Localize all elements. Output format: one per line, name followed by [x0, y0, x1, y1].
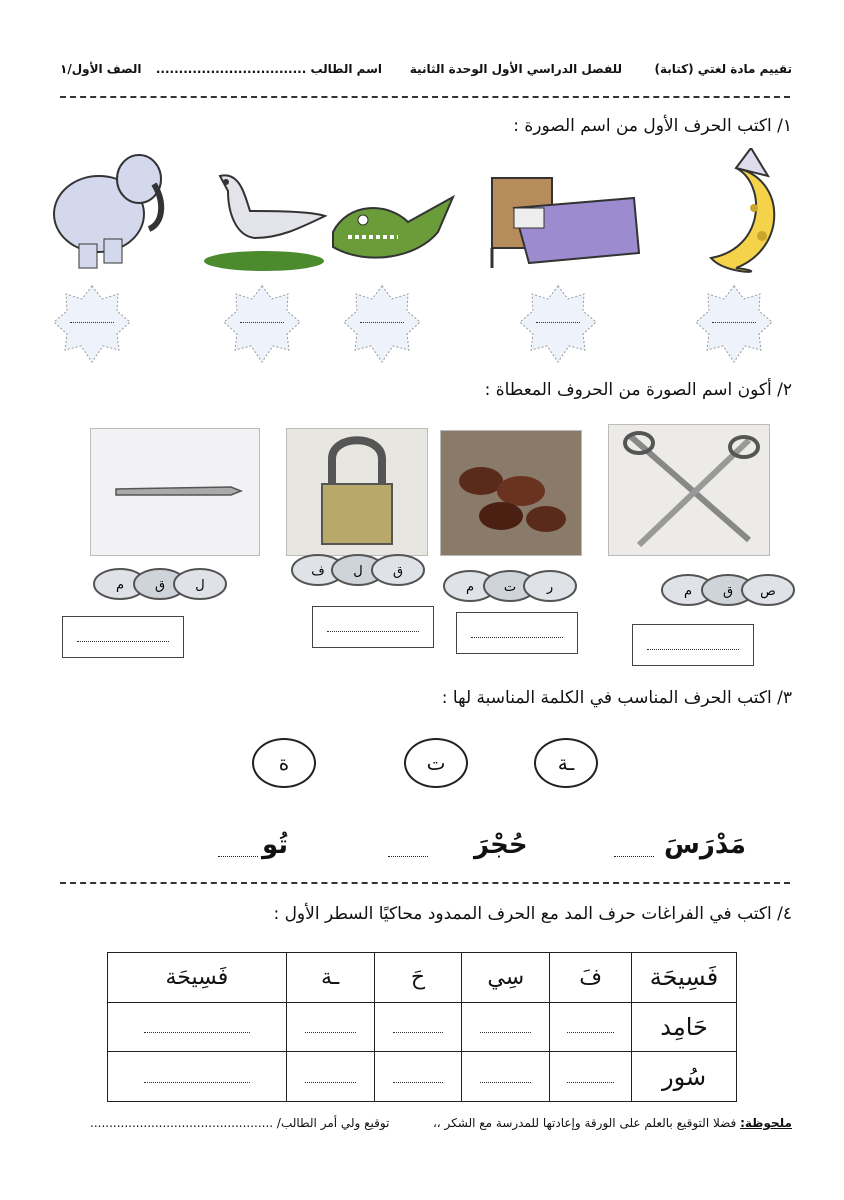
chain-letter: ق: [722, 584, 734, 599]
pen-photo: [90, 428, 260, 556]
incomplete-word: تُو: [262, 830, 289, 860]
footer-note: [433, 1116, 792, 1130]
answer-star-1[interactable]: [694, 284, 774, 364]
letter-chain-2: [440, 558, 580, 614]
table-cell: سُور: [632, 1052, 737, 1102]
moon-icon: [696, 148, 796, 276]
student-name-label: اسم الطالب .................................: [155, 62, 382, 76]
blank-cell[interactable]: [108, 1052, 287, 1102]
answer-star-3[interactable]: [342, 284, 422, 364]
parent-signature: توقيع ولي أمر الطالب/ ................................................: [90, 1116, 390, 1130]
chain-letter: م: [683, 584, 693, 599]
letter-choice: ت: [404, 738, 468, 788]
letter-chain-4: [90, 556, 230, 612]
table-cell: فَسِيحَة: [632, 953, 737, 1003]
crocodile-icon: [328, 192, 458, 272]
chain-letter: ق: [154, 578, 166, 593]
blank-cell[interactable]: [108, 1002, 287, 1052]
letter-chain-1: [658, 562, 798, 618]
table-cell: ـة: [286, 953, 374, 1003]
note-text: فضلا التوقيع بالعلم على الورقة وإعادتها للمدرسة مع الشكر ،،: [432, 1116, 741, 1130]
answer-star-4[interactable]: [222, 284, 302, 364]
chain-letter: ل: [195, 578, 205, 593]
blank-cell[interactable]: [286, 1052, 374, 1102]
divider: [60, 882, 790, 884]
dates-photo: [440, 430, 582, 556]
blank[interactable]: [614, 856, 654, 857]
letter-choice: ـة: [534, 738, 598, 788]
table-row: [108, 1052, 737, 1102]
chain-letter: ل: [353, 564, 363, 579]
table-cell: حَ: [374, 953, 462, 1003]
syllable-table: [107, 952, 737, 1102]
answer-star-2[interactable]: [518, 284, 598, 364]
chain-letter: ت: [503, 580, 517, 595]
incomplete-word: حُجْرَ: [474, 830, 528, 860]
chain-letter: م: [465, 580, 475, 595]
table-cell: سِي: [462, 953, 550, 1003]
answer-box-4[interactable]: [62, 616, 184, 658]
table-cell: حَامِد: [632, 1002, 737, 1052]
blank-cell[interactable]: [374, 1002, 462, 1052]
blank-cell[interactable]: [550, 1002, 632, 1052]
chain-letter: ص: [760, 584, 776, 599]
blank-cell[interactable]: [286, 1002, 374, 1052]
table-cell: فَسِيحَة: [108, 953, 287, 1003]
blank-cell[interactable]: [462, 1052, 550, 1102]
elephant-icon: [44, 144, 168, 272]
chain-letter: ق: [392, 564, 404, 579]
letter-chain-3: [288, 542, 428, 598]
blank-cell[interactable]: [550, 1052, 632, 1102]
subject-title: تقييم مادة لغتي (كتابة): [654, 62, 792, 76]
answer-box-2[interactable]: [456, 612, 578, 654]
table-row: [108, 953, 737, 1003]
table-row: [108, 1002, 737, 1052]
answer-star-5[interactable]: [52, 284, 132, 364]
scissors-photo: [608, 424, 770, 556]
question-4-title: ٤/ اكتب في الفراغات حرف المد مع الحرف الممدود محاكيًا السطر الأول :: [273, 904, 792, 924]
chain-letter: ف: [311, 564, 325, 579]
chain-letter: م: [115, 578, 125, 593]
question-3-title: ٣/ اكتب الحرف المناسب في الكلمة المناسبة لها :: [441, 688, 792, 708]
dove-icon: [200, 166, 328, 272]
bed-icon: [484, 168, 644, 276]
incomplete-word: مَدْرَسَ: [664, 830, 746, 860]
term-title: للفصل الدراسي الأول الوحدة الثانية: [409, 62, 622, 76]
question-2-title: ٢/ أكون اسم الصورة من الحروف المعطاة :: [484, 380, 792, 400]
table-cell: فَ: [550, 953, 632, 1003]
blank[interactable]: [218, 856, 258, 857]
question-1-title: ١/ اكتب الحرف الأول من اسم الصورة :: [513, 116, 792, 136]
divider: [60, 96, 790, 98]
blank-cell[interactable]: [462, 1002, 550, 1052]
blank-cell[interactable]: [374, 1052, 462, 1102]
grade-label: الصف الأول/١: [60, 62, 142, 76]
chain-letter: ر: [546, 580, 554, 595]
lock-photo: [286, 428, 428, 556]
answer-box-1[interactable]: [632, 624, 754, 666]
letter-choice: ة: [252, 738, 316, 788]
blank[interactable]: [388, 856, 428, 857]
note-label: ملحوظة:: [740, 1116, 792, 1130]
answer-box-3[interactable]: [312, 606, 434, 648]
